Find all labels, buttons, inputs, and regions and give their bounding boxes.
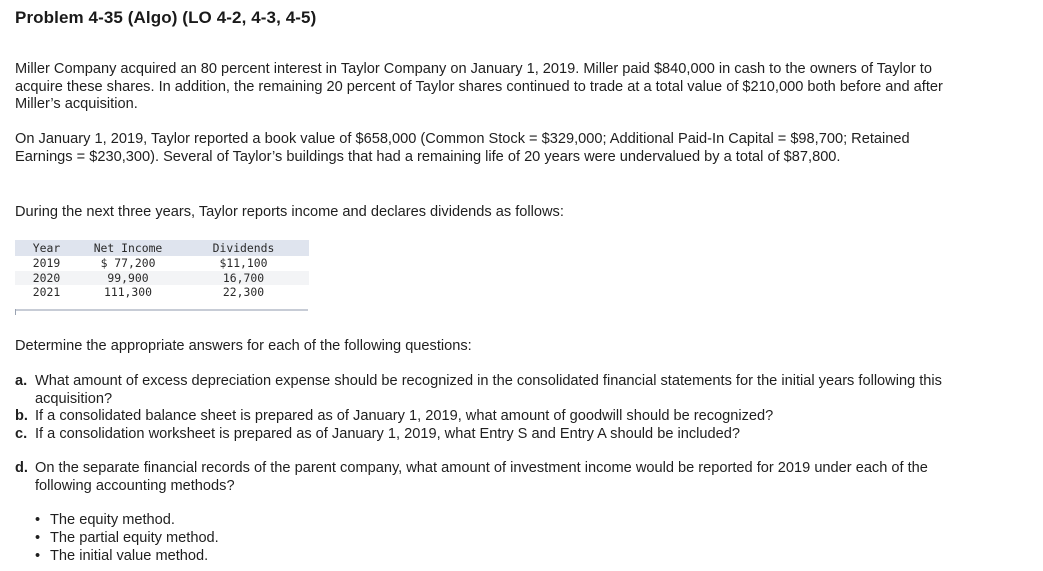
question-a [15,373,975,408]
question-text: If a consolidated balance sheet is prepared as of January 1, 2019, what amount of goodwill should be recognized? [35,408,774,424]
intro-paragraph: Miller Company acquired an 80 percent interest in Taylor Company on January 1, 2019. Miller paid $840,000 in cash to the owners of Taylor to acquire these shares. In addition, the remaining 20 percent of Taylor shares continued to trade at a total value of $210,000 both before and after Miller’s acquisition. [15,61,943,113]
bullet-icon: • [35,547,41,564]
cell-net-income: 99,900 [107,270,149,285]
header-dividends: Dividends [212,240,275,255]
table-row [15,271,309,286]
question-label: a. [15,373,28,389]
bullet-icon: • [35,512,41,528]
question-c [15,426,975,444]
question-d [15,460,975,495]
table-row [15,285,309,300]
question-text: What amount of excess depreciation expense should be recognized in the consolidated financial statements for the initial years following this acquisition? [35,373,942,407]
cell-dividends: 16,700 [222,270,265,285]
list-item [35,512,219,530]
table-header-row [15,240,309,256]
cell-year: 2019 [32,256,61,270]
book-value-paragraph: On January 1, 2019, Taylor reported a book value of $658,000 (Common Stock = $329,000; Additional Paid-In Capital = $98,700; Retained Earnings = $230,300). Several of Taylor’s buildings that had a remaining life of 20 years were undervalued by a total of $87,800. [15,131,910,165]
cell-year: 2021 [32,285,61,300]
income-dividends-table [15,240,309,300]
list-item [35,548,219,566]
question-b [15,408,975,426]
header-net-income: Net Income [93,240,163,255]
method-text: The partial equity method. [50,529,219,546]
table-row [15,256,309,271]
methods-list [35,512,219,565]
cell-year: 2020 [32,270,61,285]
cell-dividends: $11,100 [219,256,268,270]
list-item [35,530,219,548]
cell-net-income: 111,300 [103,285,152,300]
cell-net-income: $ 77,200 [100,256,156,270]
method-text: The initial value method. [50,547,209,564]
question-text: On the separate financial records of the parent company, what amount of investment income would be reported for 2019 under each of the following accounting methods? [35,460,928,494]
table-border-tick [15,309,16,315]
questions-intro: Determine the appropriate answers for each of the following questions: [15,338,472,354]
bullet-icon: • [35,529,41,546]
problem-title: Problem 4-35 (Algo) (LO 4-2, 4-3, 4-5) [15,8,317,27]
question-label: d. [15,460,28,476]
cell-dividends: 22,300 [222,285,265,300]
question-text: If a consolidation worksheet is prepared as of January 1, 2019, what Entry S and Entry A should be included? [35,426,740,442]
table-bottom-border [15,309,308,311]
question-label: b. [15,408,28,424]
income-dividends-intro: During the next three years, Taylor reports income and declares dividends as follows: [15,204,564,220]
question-label: c. [15,426,28,442]
header-year: Year [32,240,61,255]
method-text: The equity method. [50,512,175,528]
